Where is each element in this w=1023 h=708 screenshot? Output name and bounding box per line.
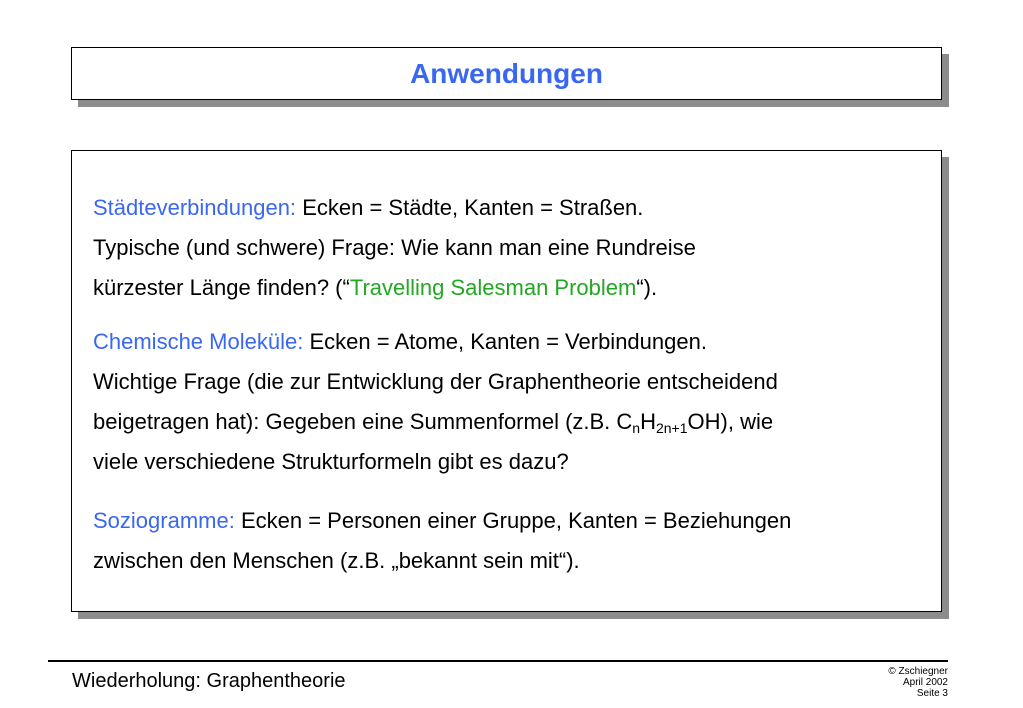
footer-copyright: © Zschiegner: [888, 666, 948, 677]
paragraph-text: OH), wie: [687, 409, 774, 434]
footer-meta: [888, 666, 948, 699]
topic-label: Chemische Moleküle:: [93, 329, 304, 354]
footer-date: April 2002: [902, 677, 948, 688]
paragraph-line: [93, 268, 696, 308]
content-box: [71, 150, 942, 612]
formula-text: H: [640, 409, 656, 434]
paragraph-text: Ecken = Städte, Kanten = Straßen.: [302, 195, 644, 220]
paragraph-line: [93, 501, 791, 541]
topic-label: Städteverbindungen:: [93, 195, 297, 220]
paragraph-text: Ecken = Atome, Kanten = Verbindungen.: [309, 329, 707, 354]
title-box: [71, 47, 942, 100]
footer-page-number: Seite 3: [916, 688, 948, 699]
paragraph-chemische-molekuele: [93, 322, 778, 482]
highlight-term: Travelling Salesman Problem: [349, 275, 637, 300]
paragraph-line: [93, 188, 696, 228]
paragraph-line: zwischen den Menschen (z.B. „bekannt sein mit“).: [93, 548, 580, 573]
paragraph-text: kürzester Länge finden? (“: [93, 275, 350, 300]
paragraph-text: Ecken = Personen einer Gruppe, Kanten = Beziehungen: [240, 508, 792, 533]
paragraph-text: “).: [636, 275, 658, 300]
paragraph-line: viele verschiedene Strukturformeln gibt es dazu?: [93, 449, 569, 474]
footer-title: Wiederholung: Graphentheorie: [72, 670, 346, 692]
formula-subscript: 2n+1: [655, 420, 688, 436]
paragraph-staedteverbindungen: [93, 188, 696, 308]
formula-subscript: n: [632, 420, 641, 436]
paragraph-line: [93, 402, 778, 442]
paragraph-line: Typische (und schwere) Frage: Wie kann man eine Rundreise: [93, 235, 696, 260]
paragraph-line: Wichtige Frage (die zur Entwicklung der Graphentheorie entscheidend: [93, 369, 778, 394]
paragraph-text: beigetragen hat): Gegeben eine Summenformel (z.B. C: [93, 409, 633, 434]
paragraph-soziogramme: [93, 501, 791, 581]
slide-title: Anwendungen: [410, 57, 603, 89]
footer-divider: [48, 660, 948, 662]
topic-label: Soziogramme:: [93, 508, 235, 533]
paragraph-line: [93, 322, 778, 362]
